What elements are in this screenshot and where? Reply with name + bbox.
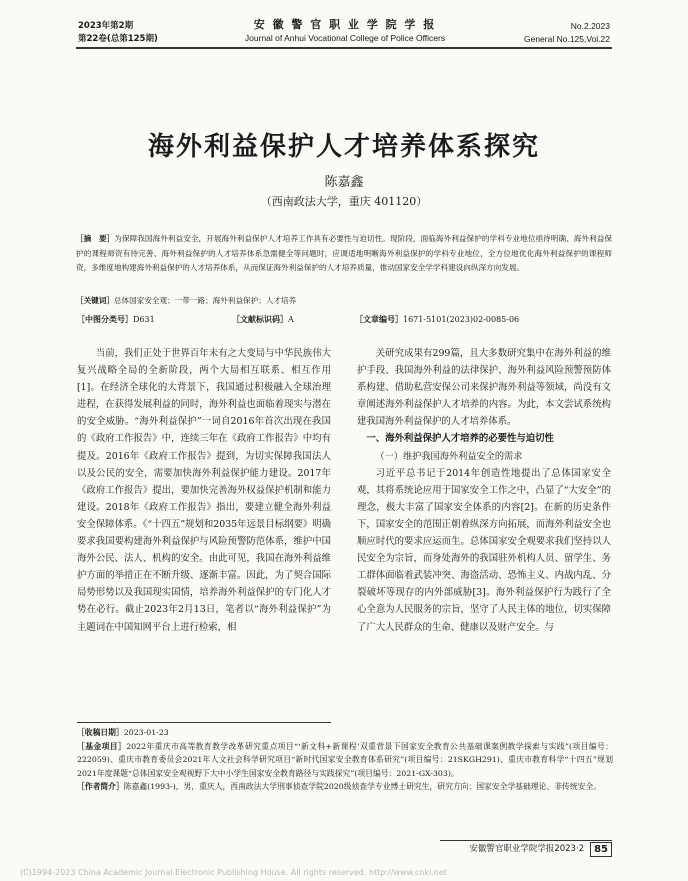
clc-number xyxy=(77,313,155,326)
page-footer xyxy=(469,842,612,857)
header-right xyxy=(524,20,610,46)
paragraph: 习近平总书记于2014年创造性地提出了总体国家安全观，其将系统论应用于国家安全工作之中，凸显了“大安全”的理念，极大丰富了国家安全体系的内容[2]。在新的历史条件下，国家安全的范围正朝着纵深方向拓展，而海外利益安全也顺应时代的要求应运而生。总体国家安全观要求我们坚持以人民安全为宗旨，而身处海外的我国驻外机构人员、留学生、务工群体面临着武装冲突、海盗活动、恐怖主义、内战内乱、分裂破坏等现存的内外部威胁[3]。海外利益保护行为践行了全心全意为人民服务的宗旨，坚守了人民主体的地位，切实保障了广大人民群众的生命、健康以及财产安全。与 xyxy=(357,467,611,633)
received-label: ［收稿日期］ xyxy=(77,728,124,737)
received-date xyxy=(77,726,613,740)
body-column-right xyxy=(357,345,611,636)
issue-en: No.2,2023 xyxy=(570,21,610,31)
clc-label: ［中图分类号］ xyxy=(77,315,133,324)
footnote-divider xyxy=(77,722,331,723)
doc-value: A xyxy=(288,315,294,324)
author-name: 陈嘉鑫 xyxy=(324,175,364,190)
paragraph: 关研究成果有299篇，且大多数研究集中在海外利益的维护手段、我国海外利益的法律保护、海外利益风险预警预防体系构建、借助私营安保公司来保护海外利益等领域，尚没有文章阐述海外利益保护人才培养的内容。为此，本文尝试系统构建我国海外利益保护的人才培养体系。 xyxy=(357,348,611,428)
journal-name-cn: 安 徽 警 官 职 业 学 院 学 报 xyxy=(253,18,437,31)
footer-journal: 安徽警官职业学院学报2023·2 xyxy=(469,844,585,854)
clc-value: D631 xyxy=(133,315,155,324)
section-heading: 一、海外利益保护人才培养的必要性与迫切性 xyxy=(366,433,554,445)
abstract-text: 为保障我国海外利益安全，开展海外利益保护人才培养工作具有必要性与迫切性。现阶段，面临海外利益保护的学科专业地位亟待明确、海外利益保护的课程师资有待完善、海外利益保护的人才培养体系急需健全等问题时，应调适地明晰海外利益保护的学科专业地位，全方位地优化海外利益保护的课程师资，多维度地构建海外利益保护的人才培养体系，从而保证海外利益保护的人才培养质量，推动国家安全学学科建设向纵深方向发展。 xyxy=(76,234,612,272)
author-bio-value: 陈嘉鑫(1993-)，男，重庆人，西南政法大学刑事侦查学院2020级侦查学专业博士研究生，研究方向：国家安全学基础理论、非传统安全。 xyxy=(123,782,602,792)
footnotes xyxy=(77,726,613,794)
header-left xyxy=(78,20,158,46)
fund-label: ［基金项目］ xyxy=(77,741,127,751)
page-number: 85 xyxy=(590,842,612,857)
keywords xyxy=(76,294,296,307)
doc-label: ［文献标识码］ xyxy=(232,315,288,324)
volume-cn: 第22卷(总第125期) xyxy=(78,34,158,44)
document-code xyxy=(232,313,294,326)
abstract xyxy=(76,232,612,276)
author-affiliation: （西南政法大学，重庆 401120） xyxy=(260,195,428,208)
author-bio xyxy=(77,780,613,794)
fund-project xyxy=(77,740,613,781)
article-number xyxy=(355,313,519,326)
received-value: 2023-01-23 xyxy=(123,728,169,737)
issue-cn: 2023年第2期 xyxy=(78,21,134,31)
journal-name-en: Journal of Anhui Vocational College of Police Officers xyxy=(244,33,446,43)
footer-divider xyxy=(440,840,612,841)
subsection-heading: （一）维护我国海外利益安全的需求 xyxy=(375,450,523,462)
id-value: 1671-5101(2023)02-0085-06 xyxy=(403,315,520,324)
keywords-text: 总体国家安全观；一带一路；海外利益保护；人才培养 xyxy=(113,296,297,305)
header-center xyxy=(205,18,485,44)
header-divider xyxy=(76,47,612,49)
body-column-left xyxy=(77,345,331,636)
volume-en: General No.125,Vol.22 xyxy=(523,34,610,44)
abstract-label: ［摘 要］ xyxy=(76,234,115,243)
article-title: 海外利益保护人才培养体系探究 xyxy=(147,132,540,162)
keywords-label: ［关键词］ xyxy=(76,296,114,305)
fund-value: 2022年重庆市高等教育教学改革研究重点项目“‘新文科+新课程’双重背景下国家安全教育公共基础课案例教学探索与实践”(项目编号：222059)、重庆市教育委员会2021年人文社会科学研究项目“新时代国家安全教育体系研究”(项目编号：21SKGH291)、重庆市教育科学“十四五”规划2021年度课题“总体国家安全观视野下大中小学生国家安全教育路径与实践探究”(项目编号：2021-GX-303)。 xyxy=(77,741,614,778)
id-label: ［文章编号］ xyxy=(355,315,403,324)
author-bio-label: ［作者简介］ xyxy=(77,782,124,792)
copyright-watermark: (C)1994-2023 China Academic Journal Electronic Publishing House. All rights reserved. http://www.cnki.net xyxy=(20,868,447,877)
paragraph: 当前，我们正处于世界百年未有之大变局与中华民族伟大复兴战略全局的全新阶段，两个大局相互联系、相互作用[1]。在经济全球化的大背景下，我国通过积极融入全球治理进程，在获得发展利益的同时，海外利益也面临着现实与潜在的安全威胁。“海外利益保护”一词自2016年首次出现在我国的《政府工作报告》中，连续三年在《政府工作报告》中均有提及。2016年《政府工作报告》提到，为切实保障我国法人以及公民的安全，需要加快海外利益保护能力建设。2017年《政府工作报告》提出，要加快完善海外权益保护机制和能力建设。2018年《政府工作报告》指出，要建立健全海外利益安全保障体系。《“十四五”规划和2035年远景目标纲要》明确要求我国要构建海外利益保护与风险预警防范体系，维护中国海外公民、法人、机构的安全。由此可见，我国在海外利益维护方面的举措正在不断升级、逐渐丰富。因此，为了契合国际局势形势以及我国现实国情，培养海外利益保护的专门化人才势在必行。截止2023年2月13日，笔者以“海外利益保护”为主题词在中国知网平台上进行检索，相 xyxy=(77,348,331,633)
